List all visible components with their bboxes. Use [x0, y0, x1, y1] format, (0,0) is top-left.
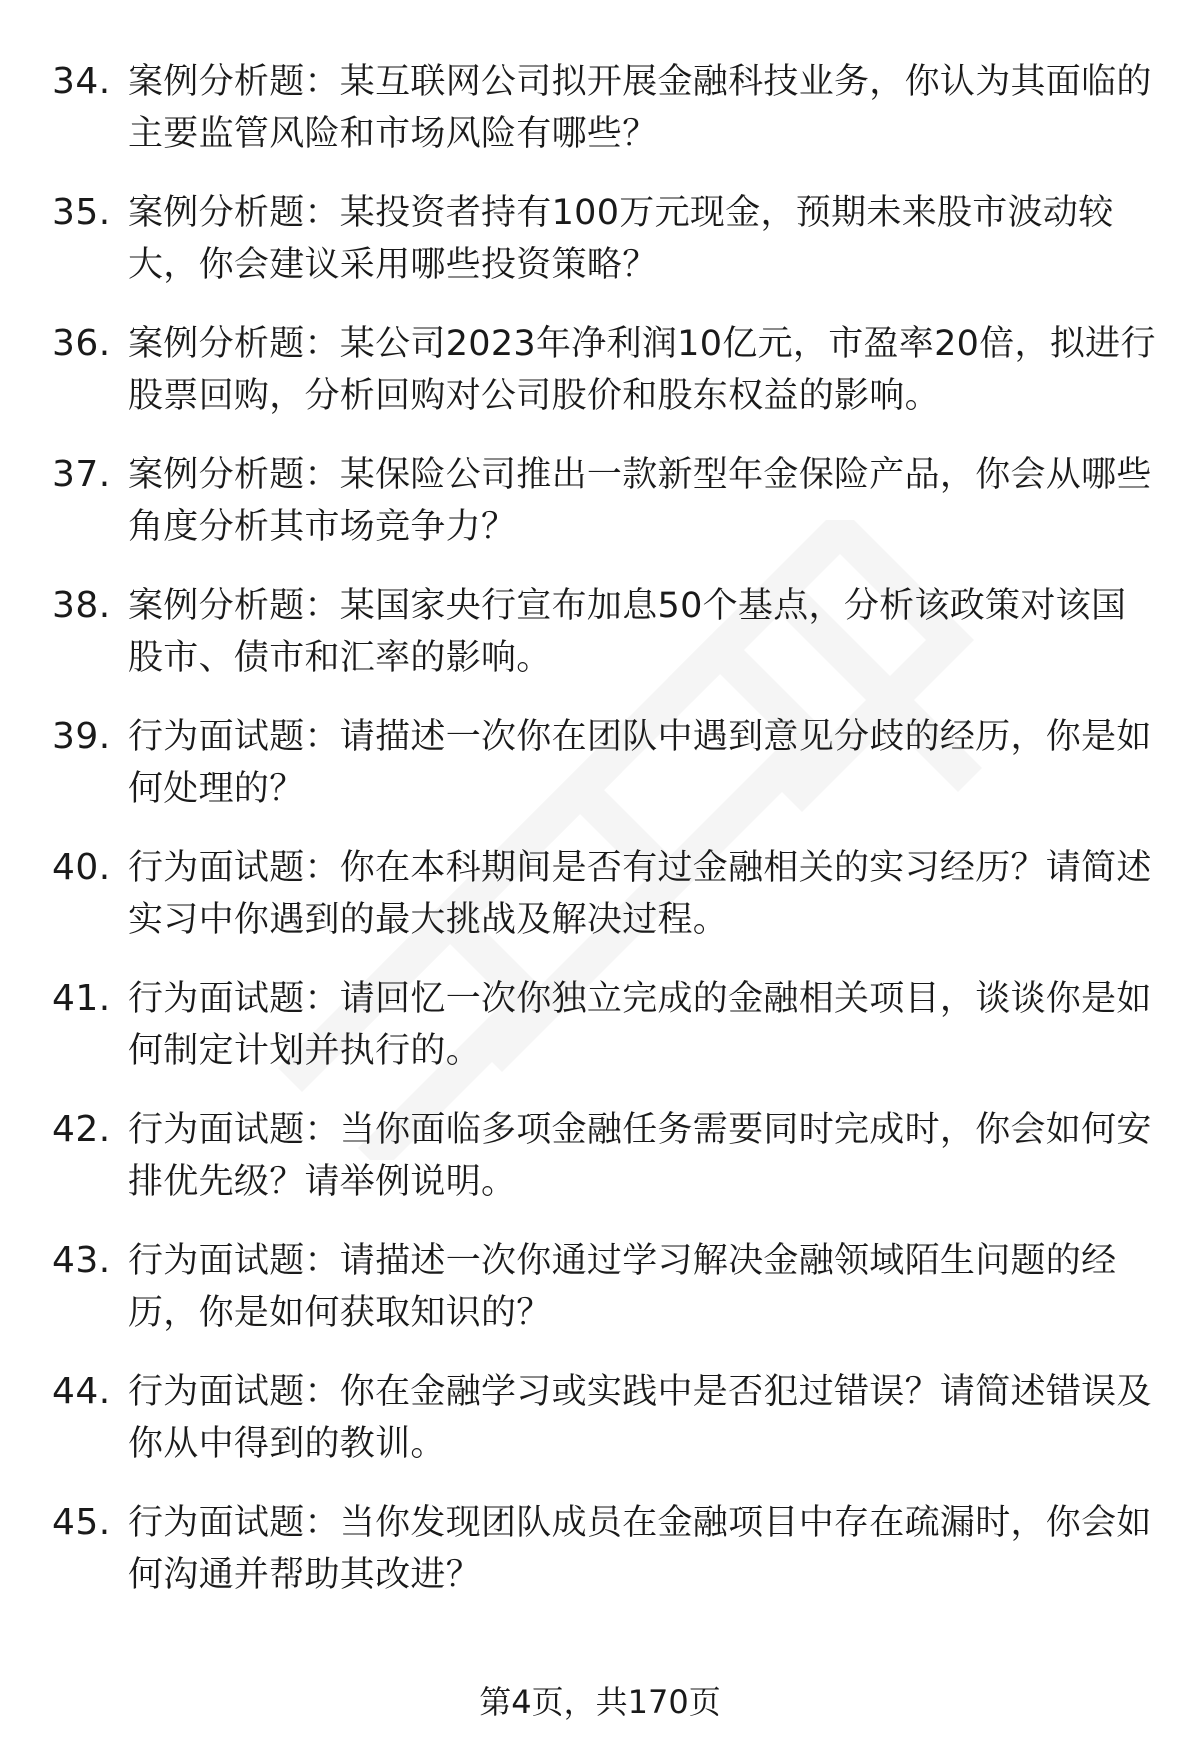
question-item — [0, 711, 1200, 842]
question-item — [0, 56, 1200, 187]
question-text: 行为面试题：你在金融学习或实践中是否犯过错误？请简述错误及你从中得到的教训。 — [128, 1372, 1152, 1464]
question-item — [0, 1366, 1200, 1497]
question-number: 44. — [52, 1371, 111, 1412]
question-item — [0, 580, 1200, 711]
question-number: 38. — [52, 585, 111, 626]
question-number: 43. — [52, 1240, 111, 1281]
question-item — [0, 1235, 1200, 1366]
page-footer: 第4页，共170页 — [479, 1683, 721, 1721]
question-item — [0, 318, 1200, 449]
question-item — [0, 187, 1200, 318]
question-item — [0, 1104, 1200, 1235]
question-number: 42. — [52, 1109, 111, 1150]
question-number: 35. — [52, 192, 111, 233]
question-number: 36. — [52, 323, 111, 364]
question-text: 行为面试题：请描述一次你在团队中遇到意见分歧的经历，你是如何处理的？ — [128, 717, 1152, 809]
question-text: 行为面试题：当你发现团队成员在金融项目中存在疏漏时，你会如何沟通并帮助其改进？ — [128, 1503, 1152, 1595]
question-number: 40. — [52, 847, 111, 888]
question-item — [0, 1497, 1200, 1628]
question-number: 45. — [52, 1502, 111, 1543]
question-item — [0, 973, 1200, 1104]
question-text: 案例分析题：某国家央行宣布加息50个基点，分析该政策对该国股市、债市和汇率的影响。 — [128, 586, 1127, 678]
question-text: 案例分析题：某保险公司推出一款新型年金保险产品，你会从哪些角度分析其市场竞争力？ — [128, 455, 1152, 547]
question-item — [0, 449, 1200, 580]
question-text: 案例分析题：某互联网公司拟开展金融科技业务，你认为其面临的主要监管风险和市场风险有哪些？ — [128, 62, 1152, 154]
question-text: 行为面试题：请描述一次你通过学习解决金融领域陌生问题的经历，你是如何获取知识的？ — [128, 1241, 1117, 1333]
question-text: 案例分析题：某公司2023年净利润10亿元，市盈率20倍，拟进行股票回购，分析回购对公司股价和股东权益的影响。 — [128, 324, 1156, 416]
question-number: 41. — [52, 978, 111, 1019]
question-item — [0, 842, 1200, 973]
question-text: 行为面试题：当你面临多项金融任务需要同时完成时，你会如何安排优先级？请举例说明。 — [128, 1110, 1152, 1202]
question-list — [0, 56, 1200, 1628]
question-number: 37. — [52, 454, 111, 495]
question-number: 34. — [52, 61, 111, 102]
question-text: 行为面试题：你在本科期间是否有过金融相关的实习经历？请简述实习中你遇到的最大挑战及解决过程。 — [128, 848, 1152, 940]
question-number: 39. — [52, 716, 111, 757]
question-text: 案例分析题：某投资者持有100万元现金，预期未来股市波动较大，你会建议采用哪些投资策略？ — [128, 193, 1114, 285]
question-text: 行为面试题：请回忆一次你独立完成的金融相关项目，谈谈你是如何制定计划并执行的。 — [128, 979, 1152, 1071]
